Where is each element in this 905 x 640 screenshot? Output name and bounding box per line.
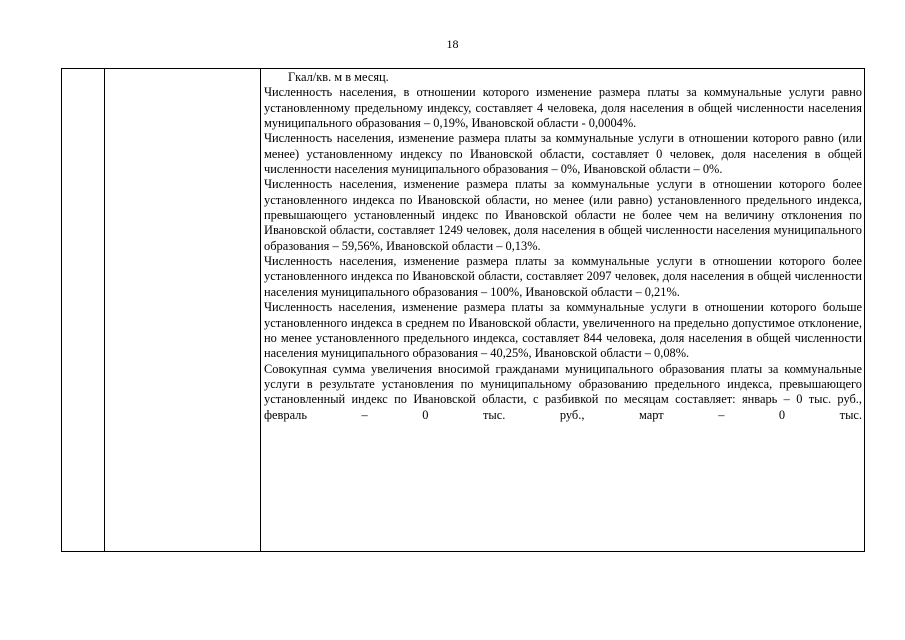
paragraph-population-above-deviation: Численность населения, изменение размера платы за коммунальные услуги в отношении которого больше установленного индекса в среднем по Ивановской области, увеличенного на предельно допустимое отклонение, но менее установленного предельного индекса, составляет 844 человека, доля населения в общей численности населения муниципального образования – 40,25%, Ивановской области – 0,08%. [264,300,862,361]
document-table [61,68,865,552]
paragraph-population-below-index: Численность населения, изменение размера платы за коммунальные услуги в отношении которого равно (или менее) установленному индексу по Ивановской области, составляет 0 человек, доля населения в общей численности населения муниципального образования – 0%, Ивановской области – 0%. [264,131,862,177]
paragraph-population-equal-limit: Численность населения, в отношении которого изменение размера платы за коммунальные услуги равно установленному предельному индексу, составляет 4 человека, доля населения в общей численности населения муниципального образования – 0,19%, Ивановской области - 0,0004%. [264,85,862,131]
table-cell-name [105,69,261,552]
paragraph-total-increase: Совокупная сумма увеличения вносимой гражданами муниципального образования платы за коммунальные услуги в результате установления по муниципальному образованию предельного индекса, превышающего установленный индекс по Ивановской области, с разбивкой по месяцам составляет: январь – 0 тыс. руб., февраль – 0 тыс. руб., март – 0 тыс. [264,361,862,422]
paragraph-population-within-deviation: Численность населения, изменение размера платы за коммунальные услуги в отношении которого более установленного индекса по Ивановской области, но менее (или равно) установленного предельного индекса, превышающего установленный индекс по Ивановской области не более чем на величину отклонения по Ивановской области, составляет 1249 человек, доля населения в общей численности населения муниципального образования – 59,56%, Ивановской области – 0,13%. [264,177,862,253]
table-cell-content [261,69,865,552]
table-row [62,69,865,552]
paragraph-population-above-index: Численность населения, изменение размера платы за коммунальные услуги в отношении которого более установленного индекса по Ивановской области, составляет 2097 человек, доля населения в общей численности населения муниципального образования – 100%, Ивановской области – 0,21%. [264,254,862,299]
paragraph-unit: Гкал/кв. м в месяц. [288,70,389,84]
page-number: 18 [446,37,459,51]
table-cell-number [62,69,105,552]
